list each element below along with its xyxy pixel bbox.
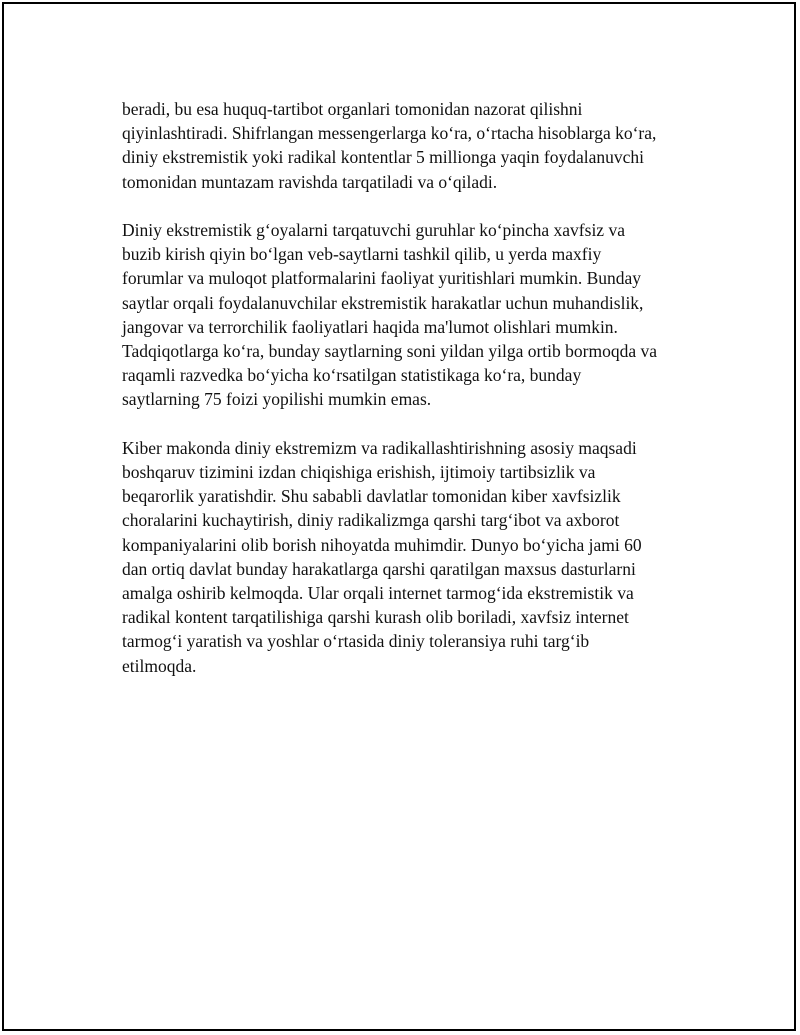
text-line: saytlarning 75 foizi yopilishi mumkin emas. [122,389,432,410]
paragraph-3 [122,436,722,678]
document-body [122,97,722,678]
paragraph-1 [122,97,722,194]
text-line: beradi, bu esa huquq-tartibot organlari tomonidan nazorat qilishni [122,99,583,119]
text-line: Diniy ekstremistik g‘oyalarni tarqatuvchi guruhlar ko‘pincha xavfsiz va [122,220,625,240]
text-line: saytlar orqali foydalanuvchilar ekstremistik harakatlar uchun muhandislik, [122,292,644,313]
paragraph-2 [122,218,722,412]
text-line: qiyinlashtiradi. Shifrlangan messengerlarga ko‘ra, o‘rtacha hisoblarga ko‘ra, [122,123,657,144]
text-line: choralarini kuchaytirish, diniy radikalizmga qarshi targ‘ibot va axborot [122,510,620,531]
text-line: forumlar va muloqot platformalarini faoliyat yuritishlari mumkin. Bunday [122,268,642,289]
text-line: etilmoqda. [122,655,197,676]
text-line: boshqaruv tizimini izdan chiqishiga erishish, ijtimoiy tartibsizlik va [122,462,596,483]
paragraph-spacer [122,194,722,218]
text-line: raqamli razvedka bo‘yicha ko‘rsatilgan statistikaga ko‘ra, bunday [122,365,582,386]
text-line: radikal kontent tarqatilishiga qarshi kurash olib boriladi, xavfsiz internet [122,607,629,628]
page-frame [2,2,796,1031]
text-line: diniy ekstremistik yoki radikal kontentlar 5 millionga yaqin foydalanuvchi [122,147,644,168]
text-line: amalga oshirib kelmoqda. Ular orqali internet tarmog‘ida ekstremistik va [122,583,634,604]
text-line: kompaniyalarini olib borish nihoyatda muhimdir. Dunyo bo‘yicha jami 60 [122,534,642,555]
text-line: dan ortiq davlat bunday harakatlarga qarshi qaratilgan maxsus dasturlarni [122,558,636,579]
text-line: Kiber makonda diniy ekstremizm va radikallashtirishning asosiy maqsadi [122,437,637,458]
text-line: tomonidan muntazam ravishda tarqatiladi va o‘qiladi. [122,171,498,192]
paragraph-spacer [122,412,722,436]
text-line: jangovar va terrorchilik faoliyatlari haqida ma'lumot olishlari mumkin. [122,316,618,337]
text-line: buzib kirish qiyin bo‘lgan veb-saytlarni tashkil qilib, u yerda maxfiy [122,244,602,265]
text-line: Tadqiqotlarga ko‘ra, bunday saytlarning soni yildan yilga ortib bormoqda va [122,341,657,362]
text-line: tarmog‘i yaratish va yoshlar o‘rtasida diniy toleransiya ruhi targ‘ib [122,631,590,652]
text-line: beqarorlik yaratishdir. Shu sababli davlatlar tomonidan kiber xavfsizlik [122,486,621,507]
